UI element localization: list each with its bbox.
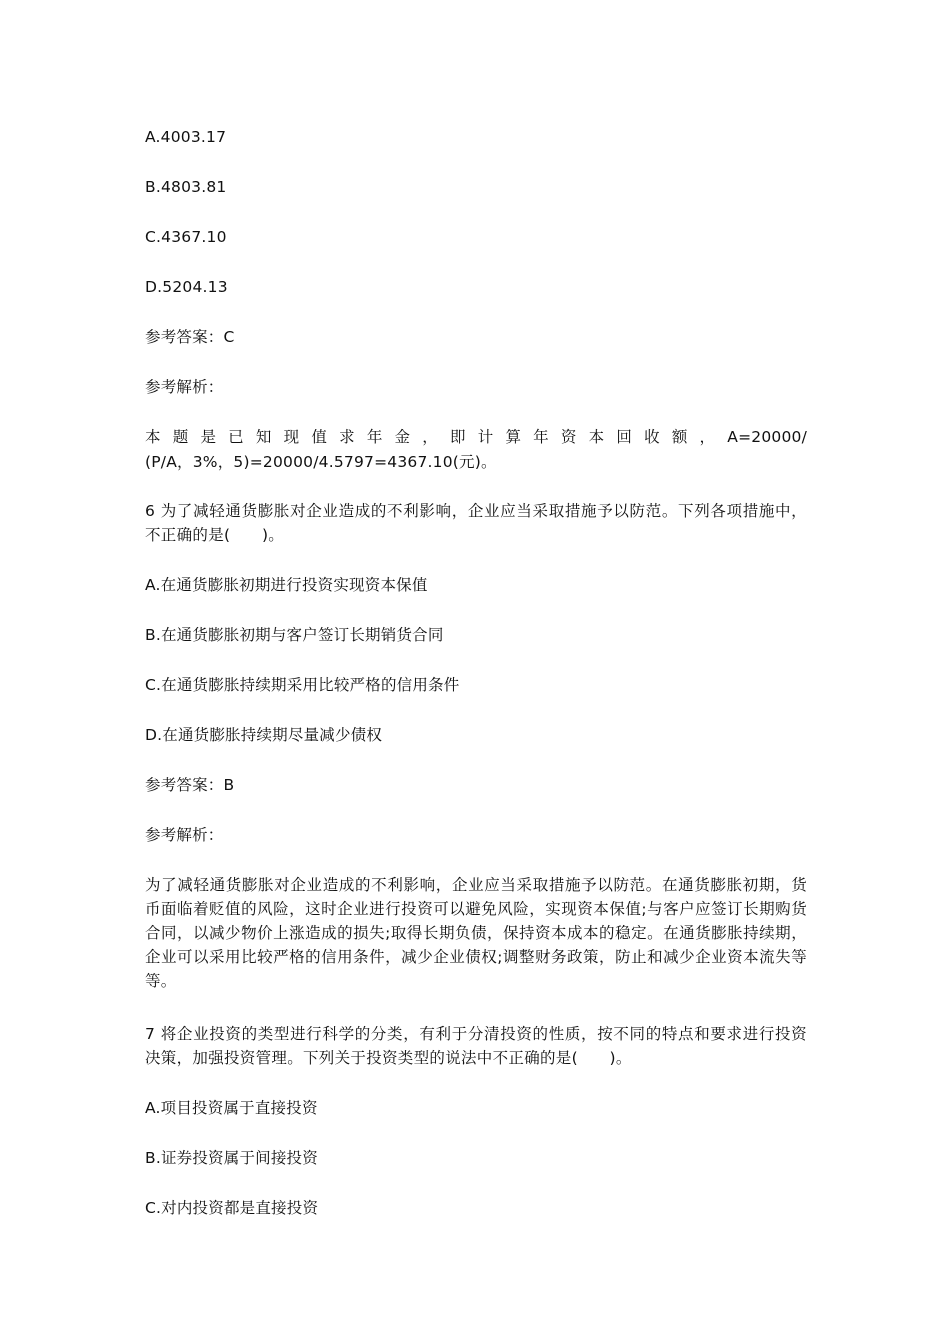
q5-option-d: D.5204.13 (145, 278, 228, 296)
q6-option-c: C.在通货膨胀持续期采用比较严格的信用条件 (145, 676, 460, 694)
q6-answer: 参考答案：B (145, 776, 235, 794)
q6-analysis: 为了减轻通货膨胀对企业造成的不利影响，企业应当采取措施予以防范。在通货膨胀初期，货币面临着贬值的风险，这时企业进行投资可以避免风险，实现资本保值;与客户应签订长期购货合同，以减少物价上涨造成的损失;取得长期负债，保持资本成本的稳定。在通货膨胀持续期，企业可以采用比较严格的信用条件，减少企业债权;调整财务政策，防止和减少企业资本流失等等。 (145, 876, 807, 990)
q5-option-c: C.4367.10 (145, 228, 227, 246)
q6-option-d: D.在通货膨胀持续期尽量减少债权 (145, 726, 383, 744)
q7-option-c: C.对内投资都是直接投资 (145, 1199, 319, 1217)
q5-option-b: B.4803.81 (145, 178, 227, 196)
q7-option-a: A.项目投资属于直接投资 (145, 1099, 318, 1117)
q6-analysis-label: 参考解析： (145, 826, 224, 844)
q6-question: 6 为了减轻通货膨胀对企业造成的不利影响，企业应当采取措施予以防范。下列各项措施中，不正确的是( )。 (145, 502, 807, 544)
q5-analysis-line2: (P/A，3%，5)=20000/4.5797=4367.10(元)。 (145, 453, 497, 471)
q5-option-a: A.4003.17 (145, 128, 227, 146)
q5-analysis-line1: 本 题 是 已 知 现 值 求 年 金 ， 即 计 算 年 资 本 回 收 额 ， A=20000/ (145, 428, 807, 446)
q5-analysis-label: 参考解析： (145, 378, 224, 396)
q6-option-a: A.在通货膨胀初期进行投资实现资本保值 (145, 576, 428, 594)
q6-option-b: B.在通货膨胀初期与客户签订长期销货合同 (145, 626, 444, 644)
q7-option-b: B.证券投资属于间接投资 (145, 1149, 318, 1167)
q7-question: 7 将企业投资的类型进行科学的分类，有利于分清投资的性质，按不同的特点和要求进行投资决策，加强投资管理。下列关于投资类型的说法中不正确的是( )。 (145, 1025, 807, 1067)
q5-answer: 参考答案：C (145, 328, 235, 346)
